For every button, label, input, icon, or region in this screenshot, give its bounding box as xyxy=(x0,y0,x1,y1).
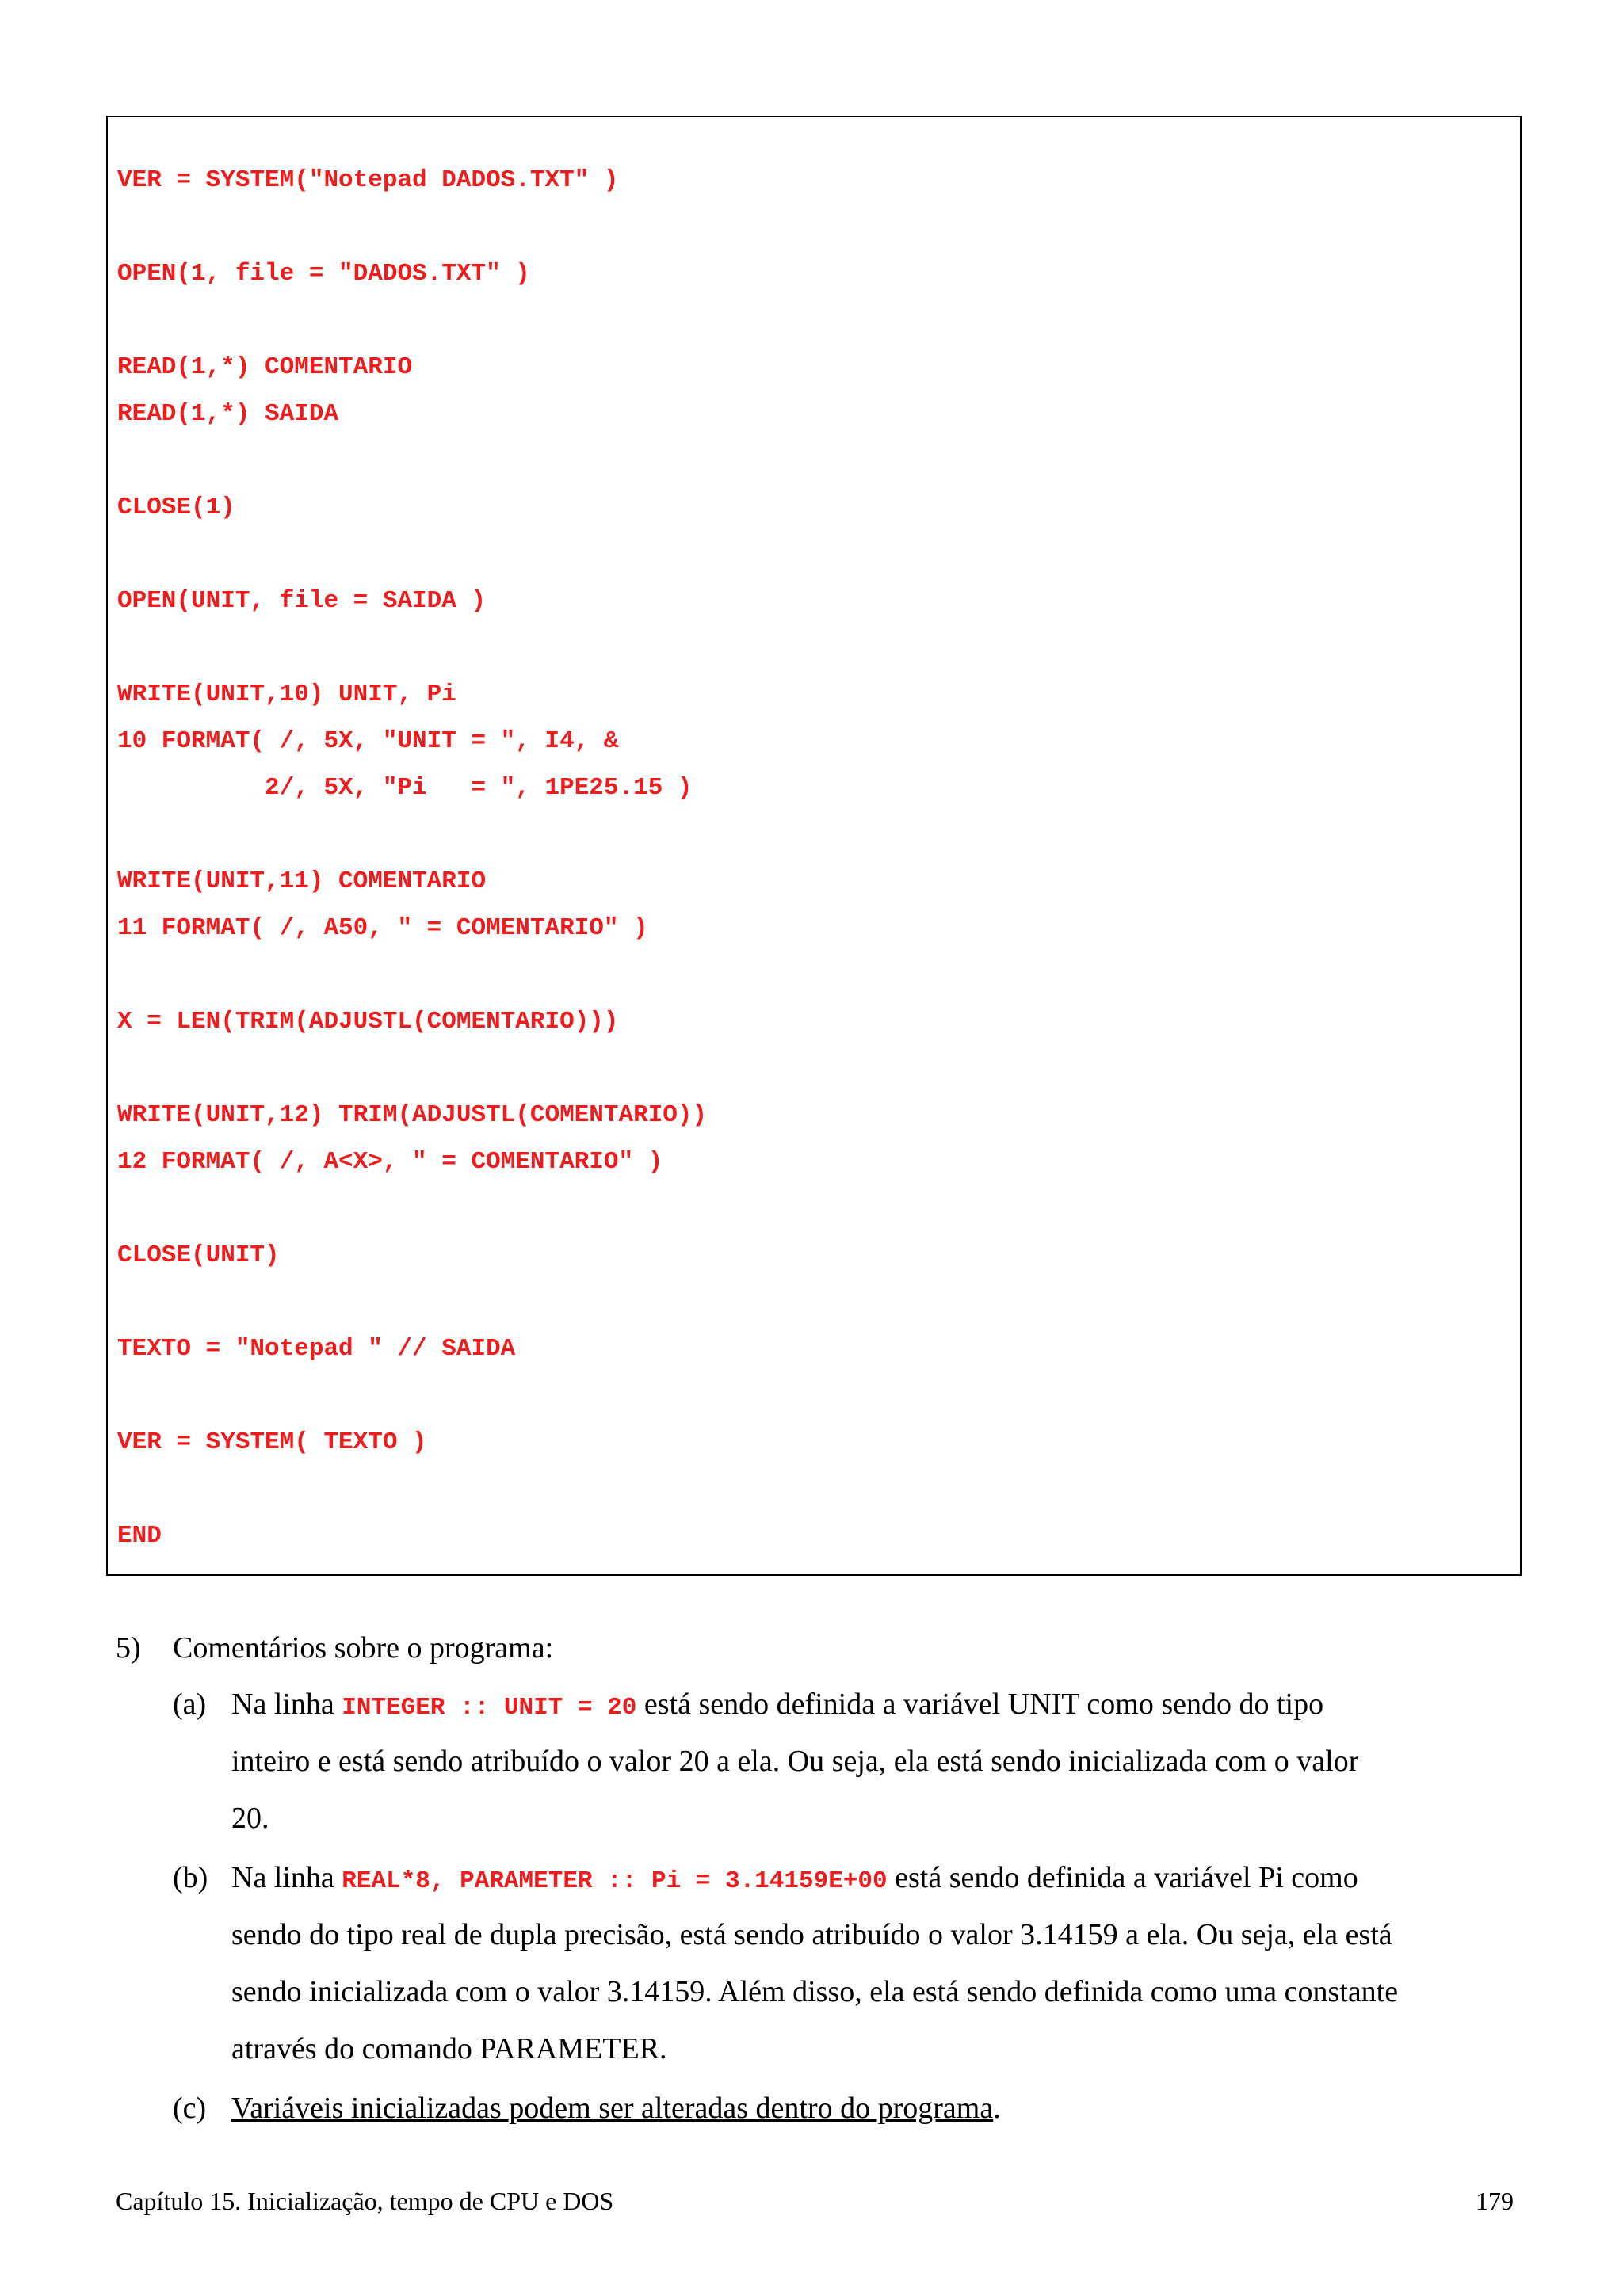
code-line: WRITE(UNIT,11) COMENTARIO xyxy=(117,868,487,895)
code-line: VER = SYSTEM("Notepad DADOS.TXT" ) xyxy=(117,166,619,194)
code-line: 12 FORMAT( /, A<X>, " = COMENTARIO" ) xyxy=(117,1148,663,1176)
item-a-line-3: 20. xyxy=(231,1802,269,1835)
item-b-line1-rest: está sendo definida a variável Pi como xyxy=(895,1861,1358,1894)
code-line: 10 FORMAT( /, 5X, "UNIT = ", I4, & xyxy=(117,727,619,755)
item-b-line-4: através do comando PARAMETER. xyxy=(231,2032,667,2065)
section-title: Comentários sobre o programa: xyxy=(173,1631,554,1665)
item-b-line-1 xyxy=(231,1856,1515,1903)
code-line: READ(1,*) SAIDA xyxy=(117,400,339,428)
footer-page-number: 179 xyxy=(1476,2187,1514,2215)
code-line: OPEN(1, file = "DADOS.TXT" ) xyxy=(117,260,530,288)
code-line: X = LEN(TRIM(ADJUSTL(COMENTARIO))) xyxy=(117,1008,619,1035)
code-line: CLOSE(UNIT) xyxy=(117,1241,280,1269)
code-line: READ(1,*) COMENTARIO xyxy=(117,353,413,381)
code-listing xyxy=(106,116,1522,1576)
item-c-underlined: Variáveis inicializadas podem ser alteradas dentro do programa xyxy=(231,2092,994,2125)
code-line: CLOSE(1) xyxy=(117,494,235,521)
code-line: 2/, 5X, "Pi = ", 1PE25.15 ) xyxy=(117,774,693,802)
code-line: END xyxy=(117,1522,162,1550)
item-c-line xyxy=(231,2087,1001,2130)
item-b-line-3 xyxy=(231,1970,1515,2013)
item-b-line-2 xyxy=(231,1913,1515,1956)
code-line: OPEN(UNIT, file = SAIDA ) xyxy=(117,587,487,615)
item-a-line-2 xyxy=(231,1740,1515,1783)
code-line: WRITE(UNIT,12) TRIM(ADJUSTL(COMENTARIO)) xyxy=(117,1101,708,1129)
item-b-line2-text: sendo do tipo real de dupla precisão, está sendo atribuído o valor 3.14159 a ela. Ou seja, ela está xyxy=(231,1918,1392,1951)
item-a-line-1 xyxy=(231,1683,1515,1730)
section-number: 5) xyxy=(116,1631,141,1665)
code-line: TEXTO = "Notepad " // SAIDA xyxy=(117,1335,516,1363)
item-a-marker: (a) xyxy=(173,1688,207,1721)
item-a-code: INTEGER :: UNIT = 20 xyxy=(342,1694,637,1722)
item-c-marker: (c) xyxy=(173,2092,207,2125)
item-c-tail: . xyxy=(993,2092,1001,2125)
item-a-line2-text: inteiro e está sendo atribuído o valor 20 a ela. Ou seja, ela está sendo inicializada com o valor xyxy=(231,1745,1359,1778)
item-b-lead: Na linha xyxy=(231,1861,334,1894)
item-a-line1-rest: está sendo definida a variável UNIT como sendo do tipo xyxy=(643,1688,1324,1721)
code-line: WRITE(UNIT,10) UNIT, Pi xyxy=(117,681,456,708)
code-line: 11 FORMAT( /, A50, " = COMENTARIO" ) xyxy=(117,914,648,942)
footer-chapter: Capítulo 15. Inicialização, tempo de CPU e DOS xyxy=(116,2187,614,2215)
item-b-line3-text: sendo inicializada com o valor 3.14159. Além disso, ela está sendo definida como uma constante xyxy=(231,1975,1399,2008)
item-a-lead: Na linha xyxy=(231,1688,334,1721)
item-b-code: REAL*8, PARAMETER :: Pi = 3.14159E+00 xyxy=(342,1867,888,1895)
item-b-marker: (b) xyxy=(173,1861,208,1894)
code-line: VER = SYSTEM( TEXTO ) xyxy=(117,1428,427,1456)
